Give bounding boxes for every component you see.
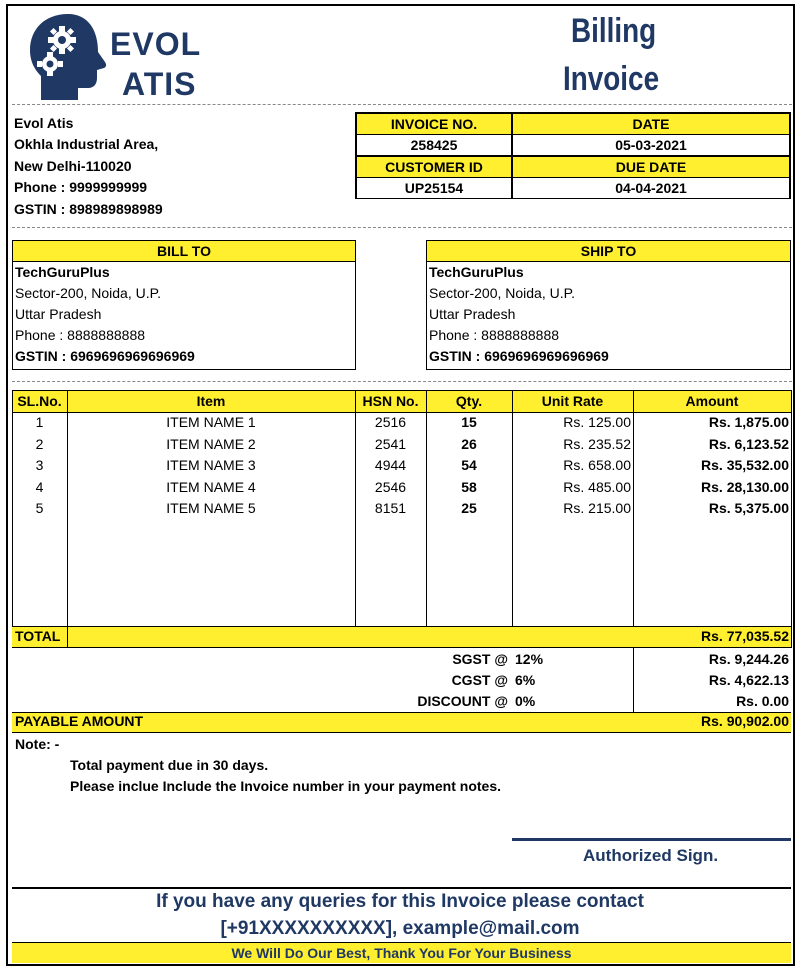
logo-text-line1: EVOL: [110, 26, 202, 62]
bill-to-line2: Uttar Pradesh: [15, 306, 102, 322]
ship-to-name: TechGuruPlus: [429, 264, 524, 280]
note-label: Note: -: [15, 736, 60, 752]
col-header-sl: SL.No.: [17, 393, 62, 409]
row3-qty: 54: [461, 457, 477, 473]
company-address1: Okhla Industrial Area,: [14, 136, 159, 152]
title-line2: Invoice: [563, 60, 660, 98]
row2-item: ITEM NAME 2: [166, 436, 256, 452]
discount-rate: 0%: [515, 693, 536, 709]
sgst-label: SGST @: [452, 651, 508, 667]
row1-qty: 15: [461, 414, 477, 430]
section-divider: [12, 227, 792, 228]
row1-item: ITEM NAME 1: [166, 414, 256, 430]
ship-to-line2: Uttar Pradesh: [429, 306, 516, 322]
row2-rate: Rs. 235.52: [563, 436, 631, 452]
row4-sl: 4: [35, 479, 44, 495]
row1-sl: 1: [35, 414, 44, 430]
cgst-value: Rs. 4,622.13: [708, 672, 789, 688]
authorized-sign: Authorized Sign.: [583, 846, 719, 865]
ship-to-heading: SHIP TO: [427, 241, 790, 262]
row4-hsn: 2546: [374, 479, 407, 495]
invoice-no-value: 258425: [356, 134, 512, 156]
row5-sl: 5: [35, 500, 44, 516]
footer-divider: [12, 887, 791, 889]
date-value: 05-03-2021: [512, 134, 790, 156]
signature-line: [512, 838, 791, 841]
logo-text-line2: ATIS: [122, 66, 197, 102]
due-date-label: DUE DATE: [512, 156, 790, 178]
company-phone: Phone : 9999999999: [14, 179, 148, 195]
bill-to-gstin: GSTIN : 6969696969696969: [15, 348, 195, 364]
row4-amount: Rs. 28,130.00: [701, 479, 789, 495]
row3-amount: Rs. 35,532.00: [701, 457, 789, 473]
customer-id-label: CUSTOMER ID: [356, 156, 512, 178]
company-gstin: GSTIN : 898989898989: [14, 201, 163, 217]
ship-to-gstin: GSTIN : 6969696969696969: [429, 348, 609, 364]
bill-to-box: [12, 240, 356, 370]
table-col-border-6: [791, 390, 792, 648]
row5-qty: 25: [461, 500, 477, 516]
ship-to-box: [426, 240, 791, 370]
row5-hsn: 8151: [374, 500, 407, 516]
bill-to-name: TechGuruPlus: [15, 264, 110, 280]
company-name: Evol Atis: [14, 115, 74, 131]
row4-rate: Rs. 485.00: [563, 479, 631, 495]
col-header-item: Item: [196, 393, 226, 409]
row5-rate: Rs. 215.00: [563, 500, 631, 516]
date-label: DATE: [512, 113, 790, 135]
bill-to-heading: BILL TO: [13, 241, 355, 262]
total-label: TOTAL: [15, 628, 61, 644]
row2-qty: 26: [461, 436, 477, 452]
row1-rate: Rs. 125.00: [563, 414, 631, 430]
col-header-rate: Unit Rate: [541, 393, 604, 409]
row1-hsn: 2516: [374, 414, 407, 430]
row4-qty: 58: [461, 479, 477, 495]
row2-amount: Rs. 6,123.52: [708, 436, 789, 452]
row3-item: ITEM NAME 3: [166, 457, 256, 473]
cgst-rate: 6%: [515, 672, 536, 688]
invoice-no-label: INVOICE NO.: [356, 113, 512, 135]
due-date-value: 04-04-2021: [512, 177, 790, 199]
contact-line1: If you have any queries for this Invoice please contact: [156, 891, 644, 912]
invoice-info-box: [355, 112, 791, 199]
row3-rate: Rs. 658.00: [563, 457, 631, 473]
row5-amount: Rs. 5,375.00: [708, 500, 789, 516]
sgst-value: Rs. 9,244.26: [708, 651, 789, 667]
row3-hsn: 4944: [374, 457, 407, 473]
thanks-banner: We Will Do Our Best, Thank You For Your Business: [12, 942, 791, 963]
customer-id-value: UP25154: [356, 177, 512, 199]
bill-to-phone: Phone : 8888888888: [15, 327, 146, 343]
row3-sl: 3: [35, 457, 44, 473]
ship-to-line1: Sector-200, Noida, U.P.: [429, 285, 576, 301]
cgst-label: CGST @: [451, 672, 508, 688]
bill-to-line1: Sector-200, Noida, U.P.: [15, 285, 162, 301]
row5-item: ITEM NAME 5: [166, 500, 256, 516]
total-value: Rs. 77,035.52: [701, 628, 789, 644]
discount-value: Rs. 0.00: [736, 693, 789, 709]
sgst-rate: 12%: [515, 651, 544, 667]
ship-to-phone: Phone : 8888888888: [429, 327, 560, 343]
header-divider: [12, 104, 792, 105]
total-row-divider: [67, 626, 68, 648]
payable-value: Rs. 90,902.00: [701, 713, 789, 729]
section-divider-2: [12, 381, 792, 382]
col-header-hsn: HSN No.: [362, 393, 419, 409]
row2-hsn: 2541: [374, 436, 407, 452]
row1-amount: Rs. 1,875.00: [708, 414, 789, 430]
logo-head-gears-icon: [26, 12, 110, 102]
col-header-amount: Amount: [685, 393, 739, 409]
row2-sl: 2: [35, 436, 44, 452]
row4-item: ITEM NAME 4: [166, 479, 256, 495]
company-address2: New Delhi-110020: [14, 158, 132, 174]
title-line1: Billing: [571, 12, 657, 50]
note-line2: Please inclue Include the Invoice number in your payment notes.: [70, 778, 501, 794]
col-header-qty: Qty.: [455, 393, 483, 409]
discount-label: DISCOUNT @: [417, 693, 508, 709]
contact-line2: [+91XXXXXXXXXX], example@mail.com: [220, 918, 580, 939]
note-line1: Total payment due in 30 days.: [70, 757, 269, 773]
payable-label: PAYABLE AMOUNT: [15, 713, 144, 729]
